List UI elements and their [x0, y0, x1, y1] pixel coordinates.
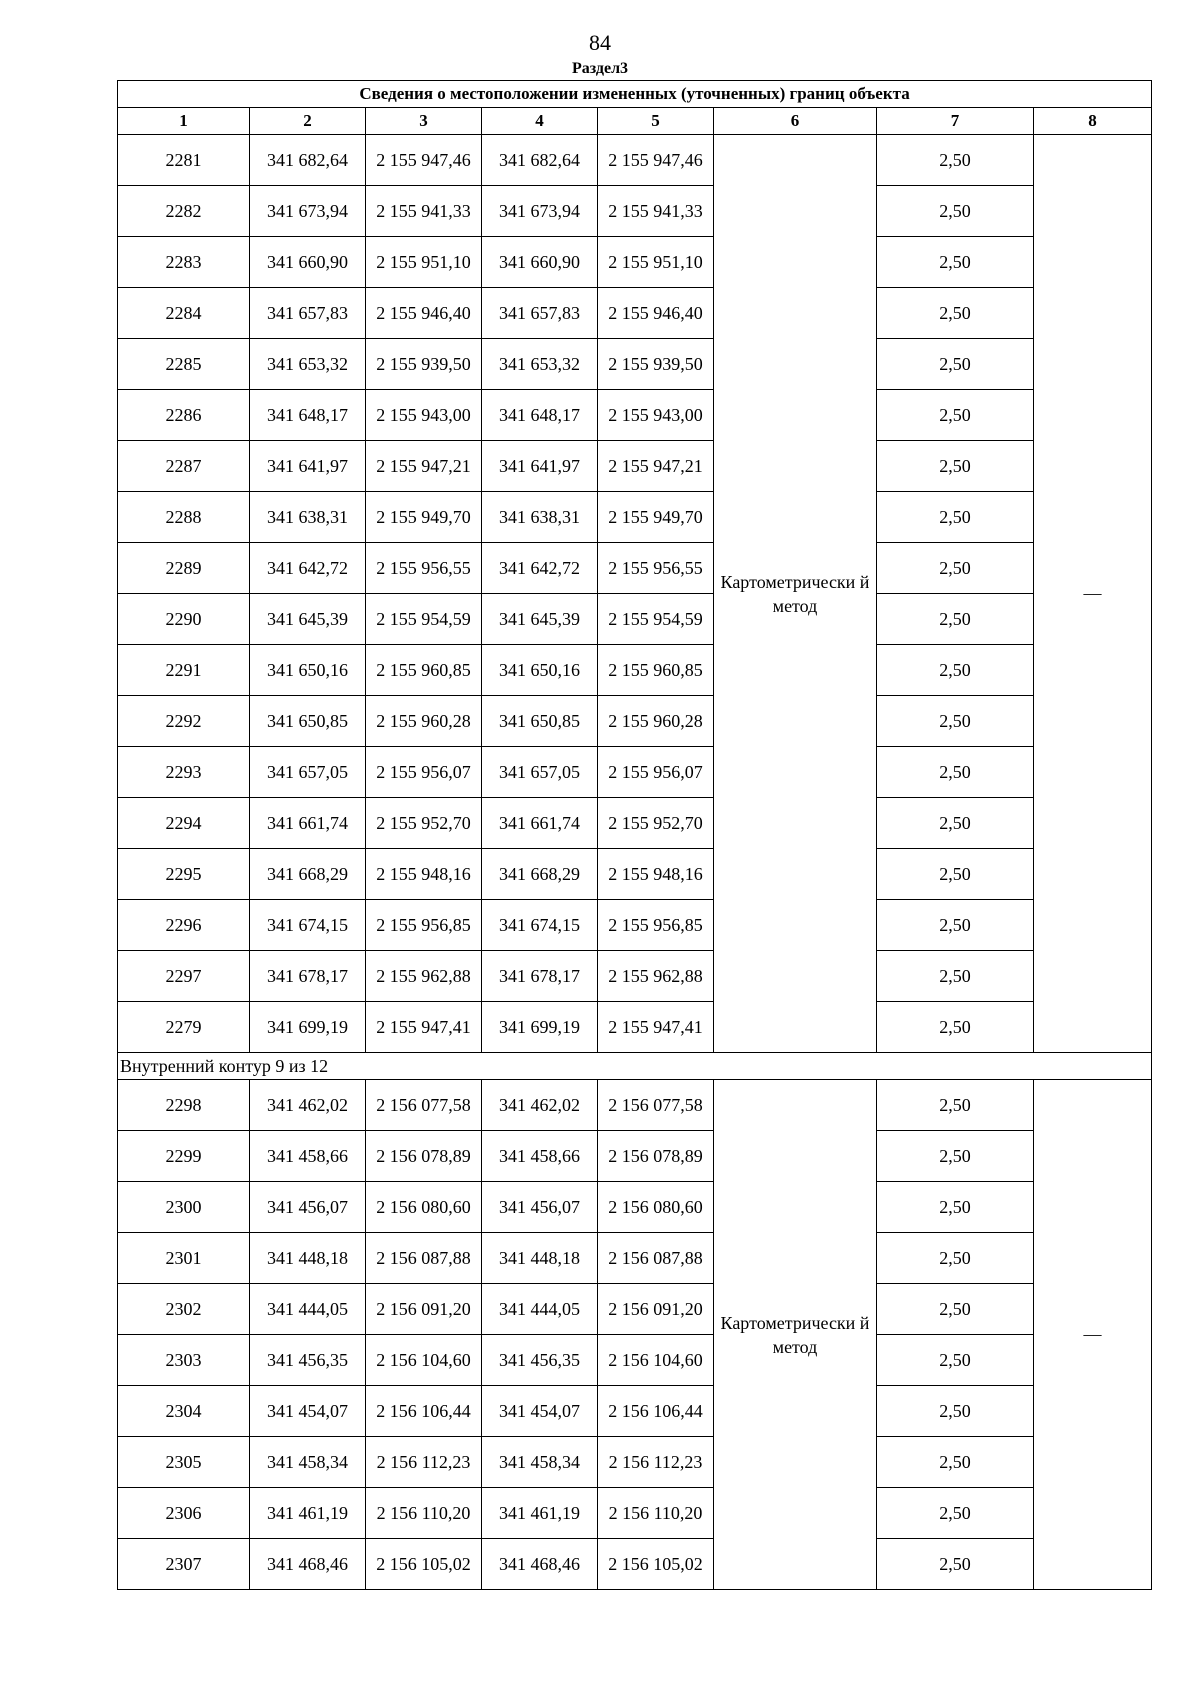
point-number: 2304 — [118, 1386, 250, 1437]
x-coordinate-new: 341 661,74 — [482, 798, 598, 849]
table-row — [118, 1437, 1152, 1488]
accuracy-value: 2,50 — [877, 1131, 1034, 1182]
accuracy-value: 2,50 — [877, 543, 1034, 594]
y-coordinate-old: 2 156 110,20 — [366, 1488, 482, 1539]
point-number: 2296 — [118, 900, 250, 951]
point-number: 2299 — [118, 1131, 250, 1182]
x-coordinate-old: 341 673,94 — [250, 186, 366, 237]
y-coordinate-old: 2 155 956,85 — [366, 900, 482, 951]
table-row — [118, 747, 1152, 798]
accuracy-value: 2,50 — [877, 186, 1034, 237]
y-coordinate-new: 2 155 948,16 — [598, 849, 714, 900]
x-coordinate-old: 341 674,15 — [250, 900, 366, 951]
y-coordinate-old: 2 156 080,60 — [366, 1182, 482, 1233]
y-coordinate-new: 2 155 946,40 — [598, 288, 714, 339]
y-coordinate-new: 2 156 106,44 — [598, 1386, 714, 1437]
x-coordinate-old: 341 456,35 — [250, 1335, 366, 1386]
point-number: 2287 — [118, 441, 250, 492]
y-coordinate-new: 2 155 949,70 — [598, 492, 714, 543]
x-coordinate-old: 341 668,29 — [250, 849, 366, 900]
x-coordinate-new: 341 699,19 — [482, 1002, 598, 1053]
point-number: 2295 — [118, 849, 250, 900]
y-coordinate-old: 2 155 960,28 — [366, 696, 482, 747]
y-coordinate-old: 2 155 960,85 — [366, 645, 482, 696]
table-row — [118, 492, 1152, 543]
table-row — [118, 645, 1152, 696]
x-coordinate-old: 341 448,18 — [250, 1233, 366, 1284]
table-row — [118, 441, 1152, 492]
x-coordinate-new: 341 456,35 — [482, 1335, 598, 1386]
accuracy-value: 2,50 — [877, 747, 1034, 798]
x-coordinate-new: 341 458,34 — [482, 1437, 598, 1488]
y-coordinate-old: 2 156 112,23 — [366, 1437, 482, 1488]
table-row — [118, 288, 1152, 339]
table-row — [118, 390, 1152, 441]
table-row — [118, 1539, 1152, 1590]
table-row — [118, 135, 1152, 186]
page-number: 84 — [589, 30, 611, 55]
y-coordinate-new: 2 155 943,00 — [598, 390, 714, 441]
y-coordinate-old: 2 156 078,89 — [366, 1131, 482, 1182]
table-row — [118, 849, 1152, 900]
column-header: 3 — [366, 108, 482, 135]
y-coordinate-old: 2 155 946,40 — [366, 288, 482, 339]
table-row — [118, 696, 1152, 747]
x-coordinate-new: 341 641,97 — [482, 441, 598, 492]
y-coordinate-new: 2 155 952,70 — [598, 798, 714, 849]
accuracy-value: 2,50 — [877, 900, 1034, 951]
y-coordinate-new: 2 155 947,21 — [598, 441, 714, 492]
point-number: 2302 — [118, 1284, 250, 1335]
y-coordinate-old: 2 155 939,50 — [366, 339, 482, 390]
point-number: 2301 — [118, 1233, 250, 1284]
coordinates-table — [117, 80, 1152, 1590]
table-row — [118, 1002, 1152, 1053]
accuracy-value: 2,50 — [877, 1335, 1034, 1386]
table-row — [118, 1182, 1152, 1233]
x-coordinate-new: 341 462,02 — [482, 1080, 598, 1131]
x-coordinate-new: 341 668,29 — [482, 849, 598, 900]
y-coordinate-old: 2 155 947,46 — [366, 135, 482, 186]
x-coordinate-old: 341 661,74 — [250, 798, 366, 849]
point-number: 2305 — [118, 1437, 250, 1488]
y-coordinate-new: 2 155 939,50 — [598, 339, 714, 390]
y-coordinate-old: 2 156 106,44 — [366, 1386, 482, 1437]
column-header: 1 — [118, 108, 250, 135]
point-number: 2297 — [118, 951, 250, 1002]
table-row — [118, 1233, 1152, 1284]
x-coordinate-old: 341 660,90 — [250, 237, 366, 288]
y-coordinate-old: 2 155 951,10 — [366, 237, 482, 288]
x-coordinate-old: 341 642,72 — [250, 543, 366, 594]
x-coordinate-old: 341 458,66 — [250, 1131, 366, 1182]
x-coordinate-new: 341 657,83 — [482, 288, 598, 339]
x-coordinate-new: 341 456,07 — [482, 1182, 598, 1233]
x-coordinate-new: 341 461,19 — [482, 1488, 598, 1539]
column-header: 8 — [1034, 108, 1152, 135]
column-header-row — [118, 108, 1152, 135]
method-cell: Картометрически й метод — [714, 135, 877, 1053]
accuracy-value: 2,50 — [877, 594, 1034, 645]
accuracy-value: 2,50 — [877, 135, 1034, 186]
method-cell: Картометрически й метод — [714, 1080, 877, 1590]
x-coordinate-new: 341 674,15 — [482, 900, 598, 951]
x-coordinate-new: 341 650,16 — [482, 645, 598, 696]
y-coordinate-new: 2 156 077,58 — [598, 1080, 714, 1131]
accuracy-value: 2,50 — [877, 1284, 1034, 1335]
y-coordinate-new: 2 156 087,88 — [598, 1233, 714, 1284]
accuracy-value: 2,50 — [877, 1488, 1034, 1539]
y-coordinate-new: 2 156 104,60 — [598, 1335, 714, 1386]
x-coordinate-new: 341 468,46 — [482, 1539, 598, 1590]
x-coordinate-old: 341 462,02 — [250, 1080, 366, 1131]
y-coordinate-new: 2 155 960,85 — [598, 645, 714, 696]
accuracy-value: 2,50 — [877, 1539, 1034, 1590]
x-coordinate-old: 341 458,34 — [250, 1437, 366, 1488]
x-coordinate-old: 341 699,19 — [250, 1002, 366, 1053]
x-coordinate-new: 341 444,05 — [482, 1284, 598, 1335]
y-coordinate-old: 2 155 947,41 — [366, 1002, 482, 1053]
accuracy-value: 2,50 — [877, 1386, 1034, 1437]
accuracy-value: 2,50 — [877, 1233, 1034, 1284]
x-coordinate-old: 341 657,05 — [250, 747, 366, 798]
point-number: 2306 — [118, 1488, 250, 1539]
y-coordinate-old: 2 155 956,55 — [366, 543, 482, 594]
accuracy-value: 2,50 — [877, 798, 1034, 849]
point-number: 2281 — [118, 135, 250, 186]
table-row — [118, 798, 1152, 849]
table-row — [118, 1080, 1152, 1131]
table-row — [118, 339, 1152, 390]
point-number: 2307 — [118, 1539, 250, 1590]
accuracy-value: 2,50 — [877, 1002, 1034, 1053]
column-8-cell: — — [1034, 135, 1152, 1053]
point-number: 2300 — [118, 1182, 250, 1233]
accuracy-value: 2,50 — [877, 645, 1034, 696]
y-coordinate-new: 2 155 941,33 — [598, 186, 714, 237]
y-coordinate-new: 2 155 954,59 — [598, 594, 714, 645]
point-number: 2303 — [118, 1335, 250, 1386]
accuracy-value: 2,50 — [877, 1080, 1034, 1131]
x-coordinate-old: 341 468,46 — [250, 1539, 366, 1590]
accuracy-value: 2,50 — [877, 1182, 1034, 1233]
y-coordinate-old: 2 155 949,70 — [366, 492, 482, 543]
x-coordinate-old: 341 638,31 — [250, 492, 366, 543]
y-coordinate-new: 2 156 091,20 — [598, 1284, 714, 1335]
y-coordinate-old: 2 156 104,60 — [366, 1335, 482, 1386]
y-coordinate-new: 2 156 078,89 — [598, 1131, 714, 1182]
point-number: 2293 — [118, 747, 250, 798]
table-row — [118, 1386, 1152, 1437]
y-coordinate-old: 2 155 943,00 — [366, 390, 482, 441]
table-row — [118, 1335, 1152, 1386]
column-header: 2 — [250, 108, 366, 135]
y-coordinate-new: 2 155 956,07 — [598, 747, 714, 798]
point-number: 2289 — [118, 543, 250, 594]
x-coordinate-new: 341 650,85 — [482, 696, 598, 747]
accuracy-value: 2,50 — [877, 288, 1034, 339]
x-coordinate-old: 341 657,83 — [250, 288, 366, 339]
point-number: 2294 — [118, 798, 250, 849]
x-coordinate-new: 341 638,31 — [482, 492, 598, 543]
table-caption-row — [118, 81, 1152, 108]
contour-label: Внутренний контур 9 из 12 — [118, 1053, 1152, 1080]
contour-label-row — [118, 1053, 1152, 1080]
point-number: 2291 — [118, 645, 250, 696]
y-coordinate-old: 2 155 954,59 — [366, 594, 482, 645]
point-number: 2282 — [118, 186, 250, 237]
point-number: 2288 — [118, 492, 250, 543]
column-8-cell: — — [1034, 1080, 1152, 1590]
accuracy-value: 2,50 — [877, 237, 1034, 288]
column-header: 7 — [877, 108, 1034, 135]
y-coordinate-old: 2 156 087,88 — [366, 1233, 482, 1284]
y-coordinate-new: 2 155 956,55 — [598, 543, 714, 594]
x-coordinate-new: 341 448,18 — [482, 1233, 598, 1284]
accuracy-value: 2,50 — [877, 696, 1034, 747]
table-caption: Сведения о местоположении измененных (уточненных) границ объекта — [118, 81, 1152, 108]
x-coordinate-new: 341 642,72 — [482, 543, 598, 594]
point-number: 2285 — [118, 339, 250, 390]
x-coordinate-old: 341 641,97 — [250, 441, 366, 492]
y-coordinate-new: 2 155 947,41 — [598, 1002, 714, 1053]
y-coordinate-new: 2 155 962,88 — [598, 951, 714, 1002]
point-number: 2283 — [118, 237, 250, 288]
x-coordinate-old: 341 461,19 — [250, 1488, 366, 1539]
x-coordinate-new: 341 678,17 — [482, 951, 598, 1002]
table-row — [118, 951, 1152, 1002]
table-row — [118, 186, 1152, 237]
y-coordinate-new: 2 155 947,46 — [598, 135, 714, 186]
x-coordinate-new: 341 653,32 — [482, 339, 598, 390]
table-row — [118, 543, 1152, 594]
x-coordinate-new: 341 682,64 — [482, 135, 598, 186]
x-coordinate-old: 341 653,32 — [250, 339, 366, 390]
y-coordinate-old: 2 155 962,88 — [366, 951, 482, 1002]
x-coordinate-new: 341 458,66 — [482, 1131, 598, 1182]
x-coordinate-old: 341 456,07 — [250, 1182, 366, 1233]
table-row — [118, 594, 1152, 645]
column-header: 4 — [482, 108, 598, 135]
y-coordinate-old: 2 155 952,70 — [366, 798, 482, 849]
y-coordinate-old: 2 155 956,07 — [366, 747, 482, 798]
accuracy-value: 2,50 — [877, 849, 1034, 900]
point-number: 2279 — [118, 1002, 250, 1053]
x-coordinate-old: 341 444,05 — [250, 1284, 366, 1335]
accuracy-value: 2,50 — [877, 339, 1034, 390]
y-coordinate-old: 2 155 947,21 — [366, 441, 482, 492]
y-coordinate-new: 2 155 951,10 — [598, 237, 714, 288]
point-number: 2292 — [118, 696, 250, 747]
column-header: 6 — [714, 108, 877, 135]
x-coordinate-new: 341 645,39 — [482, 594, 598, 645]
y-coordinate-new: 2 156 105,02 — [598, 1539, 714, 1590]
x-coordinate-old: 341 650,16 — [250, 645, 366, 696]
y-coordinate-old: 2 155 941,33 — [366, 186, 482, 237]
table-row — [118, 1488, 1152, 1539]
x-coordinate-old: 341 645,39 — [250, 594, 366, 645]
point-number: 2298 — [118, 1080, 250, 1131]
table-row — [118, 900, 1152, 951]
y-coordinate-old: 2 156 077,58 — [366, 1080, 482, 1131]
x-coordinate-new: 341 648,17 — [482, 390, 598, 441]
x-coordinate-new: 341 657,05 — [482, 747, 598, 798]
accuracy-value: 2,50 — [877, 441, 1034, 492]
y-coordinate-new: 2 156 110,20 — [598, 1488, 714, 1539]
x-coordinate-new: 341 673,94 — [482, 186, 598, 237]
y-coordinate-new: 2 156 112,23 — [598, 1437, 714, 1488]
y-coordinate-old: 2 156 105,02 — [366, 1539, 482, 1590]
x-coordinate-old: 341 682,64 — [250, 135, 366, 186]
x-coordinate-new: 341 660,90 — [482, 237, 598, 288]
accuracy-value: 2,50 — [877, 492, 1034, 543]
x-coordinate-old: 341 650,85 — [250, 696, 366, 747]
accuracy-value: 2,50 — [877, 951, 1034, 1002]
table-row — [118, 1131, 1152, 1182]
x-coordinate-old: 341 648,17 — [250, 390, 366, 441]
y-coordinate-new: 2 155 960,28 — [598, 696, 714, 747]
y-coordinate-old: 2 156 091,20 — [366, 1284, 482, 1335]
accuracy-value: 2,50 — [877, 390, 1034, 441]
y-coordinate-old: 2 155 948,16 — [366, 849, 482, 900]
point-number: 2284 — [118, 288, 250, 339]
point-number: 2290 — [118, 594, 250, 645]
section-title: Раздел3 — [571, 60, 629, 77]
table-row — [118, 1284, 1152, 1335]
x-coordinate-old: 341 678,17 — [250, 951, 366, 1002]
y-coordinate-new: 2 156 080,60 — [598, 1182, 714, 1233]
y-coordinate-new: 2 155 956,85 — [598, 900, 714, 951]
x-coordinate-new: 341 454,07 — [482, 1386, 598, 1437]
point-number: 2286 — [118, 390, 250, 441]
accuracy-value: 2,50 — [877, 1437, 1034, 1488]
x-coordinate-old: 341 454,07 — [250, 1386, 366, 1437]
column-header: 5 — [598, 108, 714, 135]
table-row — [118, 237, 1152, 288]
